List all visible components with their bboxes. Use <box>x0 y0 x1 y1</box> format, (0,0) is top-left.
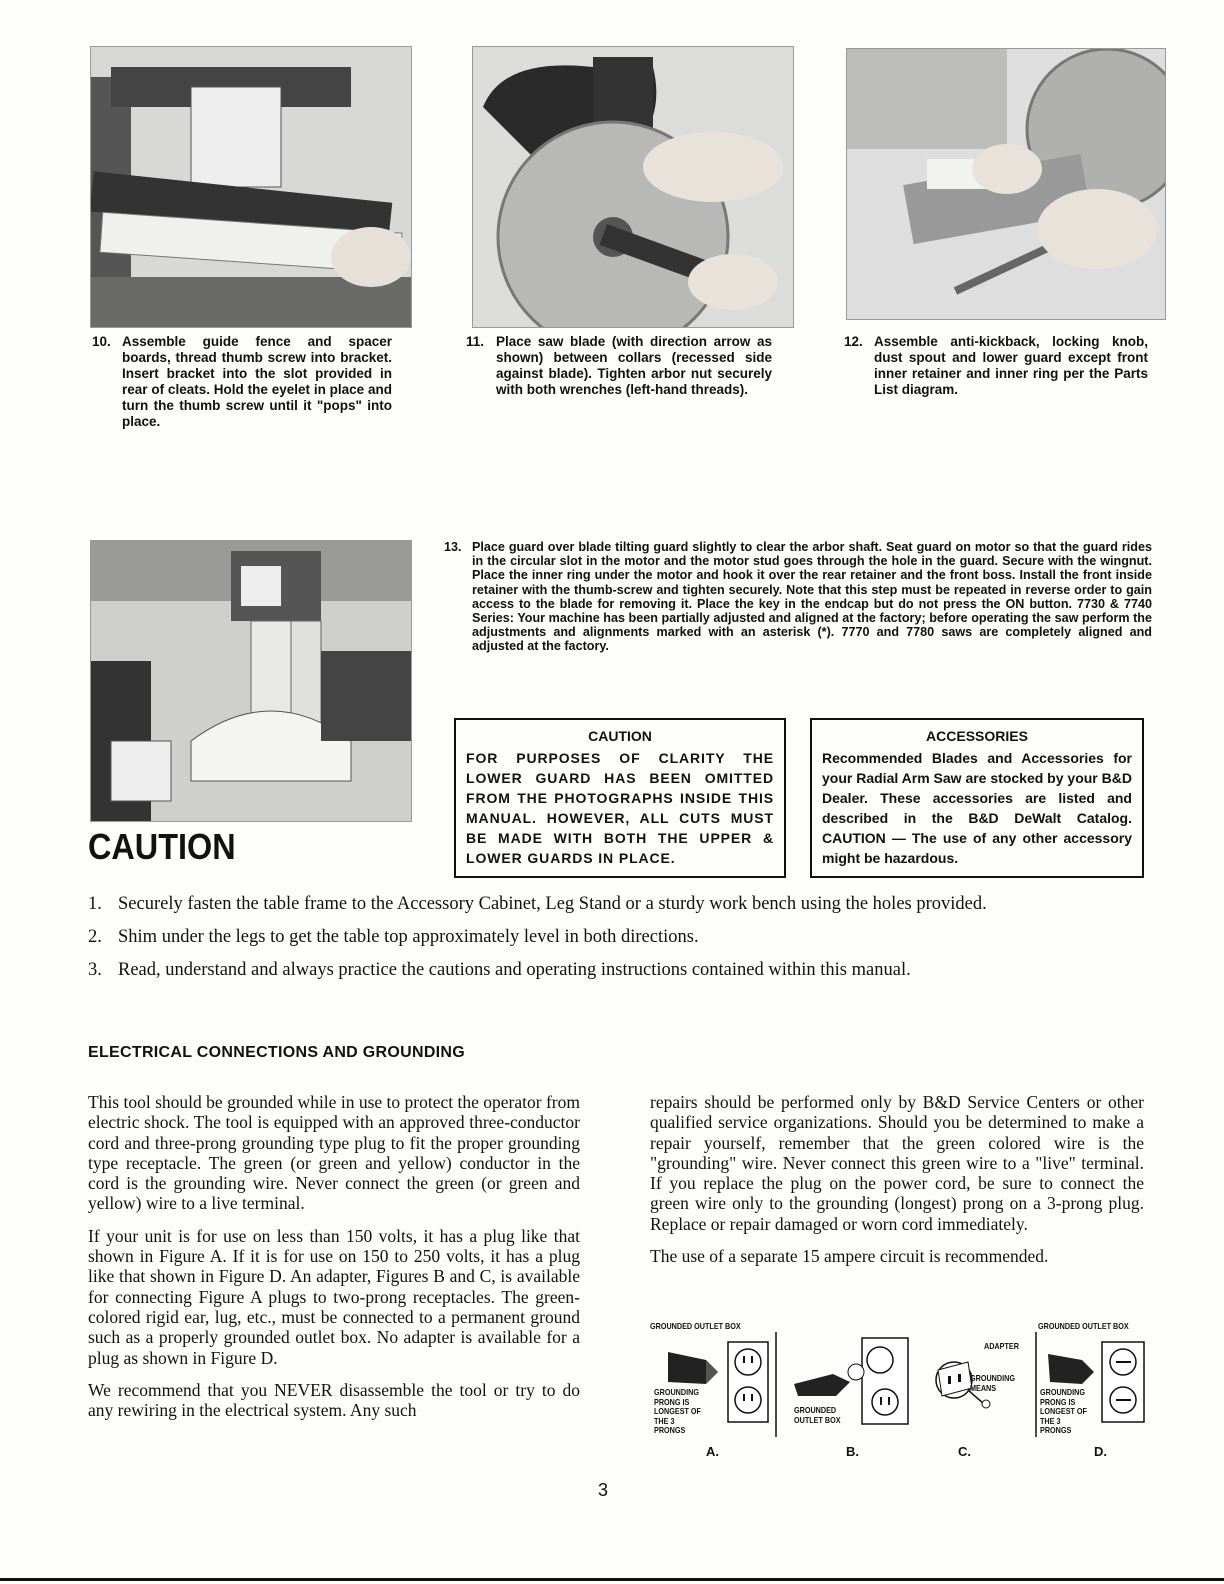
list-item-text: Securely fasten the table frame to the Accessory Cabinet, Leg Stand or a sturdy work bench using the holes provided. <box>118 894 987 914</box>
list-item-text: Shim under the legs to get the table top approximately level in both directions. <box>118 927 699 947</box>
caution-heading: CAUTION <box>88 826 236 867</box>
photo-saw-blade-illustration <box>473 47 793 327</box>
fig-a-outlet-label: GROUNDED OUTLET BOX <box>650 1321 741 1331</box>
electrical-paragraph: repairs should be performed only by B&D Service Centers or other qualified service organizations. Should you be determined to make a repair yourself, remember that the green colored wire is the "grounding" wire. Never connect this green wire to a "live" terminal. If you replace the plug on the power cord, be sure to connect the green wire only to the grounding (longest) prong on a 3-prong plug. Replace or repair damaged or worn cord immediately. <box>650 1092 1144 1234</box>
step-13 <box>444 540 1152 654</box>
electrical-right-column <box>650 1092 1144 1278</box>
page-number: 3 <box>598 1480 609 1500</box>
bottom-rule <box>0 1578 1224 1581</box>
electrical-paragraph: The use of a separate 15 ampere circuit is recommended. <box>650 1246 1049 1267</box>
fig-a-prong-label: GROUNDING PRONG IS LONGEST OF THE 3 PRONGS <box>654 1387 701 1435</box>
fig-c-means-label: GROUNDING MEANS <box>970 1373 1015 1393</box>
photo-anti-kickback <box>846 48 1166 320</box>
list-item <box>88 888 1168 921</box>
accessories-box-body: Recommended Blades and Accessories for your Radial Arm Saw are stocked by your B&D Dealer. These accessories are listed and described in the B&D DeWalt Catalog. CAUTION — The use of any other accessory might be hazardous. <box>822 750 1132 866</box>
step-13-number: 13. <box>444 540 462 554</box>
photo-saw-blade <box>472 46 794 328</box>
list-item <box>88 921 1168 954</box>
photo-guide-fence <box>90 46 412 328</box>
step-11 <box>466 334 772 398</box>
fig-d-prong-label: GROUNDING PRONG IS LONGEST OF THE 3 PRONGS <box>1040 1387 1087 1435</box>
step-10 <box>92 334 392 430</box>
photo-guard-illustration <box>91 541 411 821</box>
step-11-number: 11. <box>466 334 485 349</box>
electrical-paragraph: This tool should be grounded while in use to protect the operator from electric shock. The tool is equipped with an approved three-conductor cord and three-prong grounding type plug to fit the proper grounding type receptacle. The green (or green and yellow) conductor in the cord is the grounding wire. Never connect the green (or green and yellow) wire to a live terminal. <box>88 1092 580 1214</box>
photo-anti-kickback-illustration <box>847 49 1165 319</box>
step-12-number: 12. <box>844 334 863 349</box>
fig-d-letter: D. <box>1094 1444 1107 1459</box>
fig-b-letter: B. <box>846 1444 859 1459</box>
fig-b-outlet-label: GROUNDED OUTLET BOX <box>794 1405 841 1425</box>
accessories-box-title: ACCESSORIES <box>926 728 1028 744</box>
fig-c-adapter-label: ADAPTER <box>984 1341 1019 1351</box>
caution-box-title: CAUTION <box>588 728 652 744</box>
photo-guide-fence-illustration <box>91 47 411 327</box>
list-item-number: 1. <box>88 894 102 914</box>
electrical-heading: ELECTRICAL CONNECTIONS AND GROUNDING <box>88 1044 466 1061</box>
list-item-number: 3. <box>88 960 102 980</box>
caution-list <box>88 888 1168 987</box>
caution-box-body: FOR PURPOSES OF CLARITY THE LOWER GUARD HAS BEEN OMITTED FROM THE PHOTOGRAPHS INSIDE THIS MANUAL. HOWEVER, ALL CUTS MUST BE MADE WITH BOTH THE UPPER & LOWER GUARDS IN PLACE. <box>466 750 774 866</box>
electrical-left-column <box>88 1092 580 1432</box>
photo-guard <box>90 540 412 822</box>
fig-c-letter: C. <box>958 1444 971 1459</box>
step-13-text: Place guard over blade tilting guard slightly to clear the arbor shaft. Seat guard on motor so that the guard rides in the circular slot in the motor and the motor stud goes through the hole in the guard. Secure with the wingnut. Place the inner ring under the motor and hook it over the rear retainer and the front boss. Install the front inside retainer with the thumb-screw and tighten securely. Note that this step must be repeated in reverse order to gain access to the blade for removing it. Place the key in the endcap but do not press the ON button. 7730 & 7740 Series: Your machine has been partially adjusted and aligned at the factory; before operating the saw perform the adjustments and alignments marked with an asterisk (*). 7770 and 7780 saws are completely aligned and adjusted at the factory. <box>472 540 1152 654</box>
fig-d-outlet-label: GROUNDED OUTLET BOX <box>1038 1321 1129 1331</box>
step-10-text: Assemble guide fence and spacer boards, thread thumb screw into bracket. Insert bracket into the slot provided in rear of cleats. Hold the eyelet in place and turn the thumb screw until it "pops" into place. <box>122 334 392 429</box>
plug-figures <box>648 1318 1148 1468</box>
list-item-text: Read, understand and always practice the cautions and operating instructions contained within this manual. <box>118 960 911 980</box>
step-10-number: 10. <box>92 334 111 349</box>
fig-b-drawing <box>788 1332 918 1442</box>
step-12 <box>844 334 1148 398</box>
step-11-text: Place saw blade (with direction arrow as shown) between collars (recessed side against blade). Tighten arbor nut securely with both wrenches (left-hand threads). <box>496 334 772 397</box>
electrical-paragraph: If your unit is for use on less than 150 volts, it has a plug like that shown in Figure A. If it is for use on 150 to 250 volts, it has a plug like that shown in Figure D. An adapter, Figures B and C, is available for connecting Figure A plugs to two-prong receptacles. The green-colored rigid ear, lug, etc., must be connected to a permanent ground such as a properly grounded outlet box. No adapter is available for a plug as shown in Figure D. <box>88 1225 580 1368</box>
caution-box <box>454 718 786 878</box>
fig-a-letter: A. <box>706 1444 719 1459</box>
electrical-paragraph: We recommend that you NEVER disassemble the tool or try to do any rewiring in the electrical system. Any such <box>88 1379 580 1421</box>
accessories-box <box>810 718 1144 878</box>
list-item-number: 2. <box>88 927 102 947</box>
list-item <box>88 954 1168 987</box>
step-12-text: Assemble anti-kickback, locking knob, dust spout and lower guard except front inner retainer and inner ring per the Parts List diagram. <box>874 334 1148 397</box>
